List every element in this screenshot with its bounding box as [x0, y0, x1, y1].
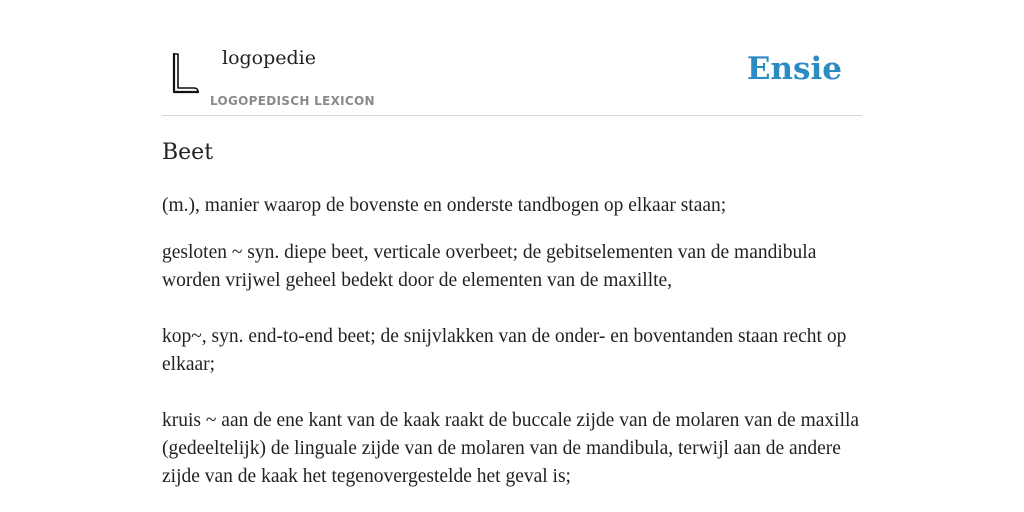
brand-logo-link[interactable]: Ensie	[746, 51, 842, 87]
site-name[interactable]: logopedie	[222, 47, 317, 69]
page	[162, 0, 862, 487]
page-title: Beet	[162, 140, 214, 165]
definition-body	[162, 192, 862, 512]
definition-entry: kruis ~ aan de ene kant van de kaak raakt de buccale zijde van de molaren van de maxilla (gedeeltelijk) de linguale zijde van de molaren van de mandibula, terwijl aan de andere zijde van de kaak het tegenovergestelde het geval is;	[162, 410, 860, 487]
site-subtitle: LOGOPEDISCH LEXICON	[210, 94, 375, 108]
definition-entry: kop~, syn. end-to-end beet; de snijvlakken van de onder- en boventanden staan recht op elkaar;	[162, 326, 847, 375]
site-header	[162, 0, 862, 116]
definition-entry: gesloten ~ syn. diepe beet, verticale overbeet; de gebitselementen van de mandibula worden vrijwel geheel bedekt door de elementen van de maxillte,	[162, 242, 817, 291]
definition-intro: (m.), manier waarop de bovenste en onderste tandbogen op elkaar staan;	[162, 195, 727, 216]
letter-l-logo-icon[interactable]	[170, 50, 202, 96]
